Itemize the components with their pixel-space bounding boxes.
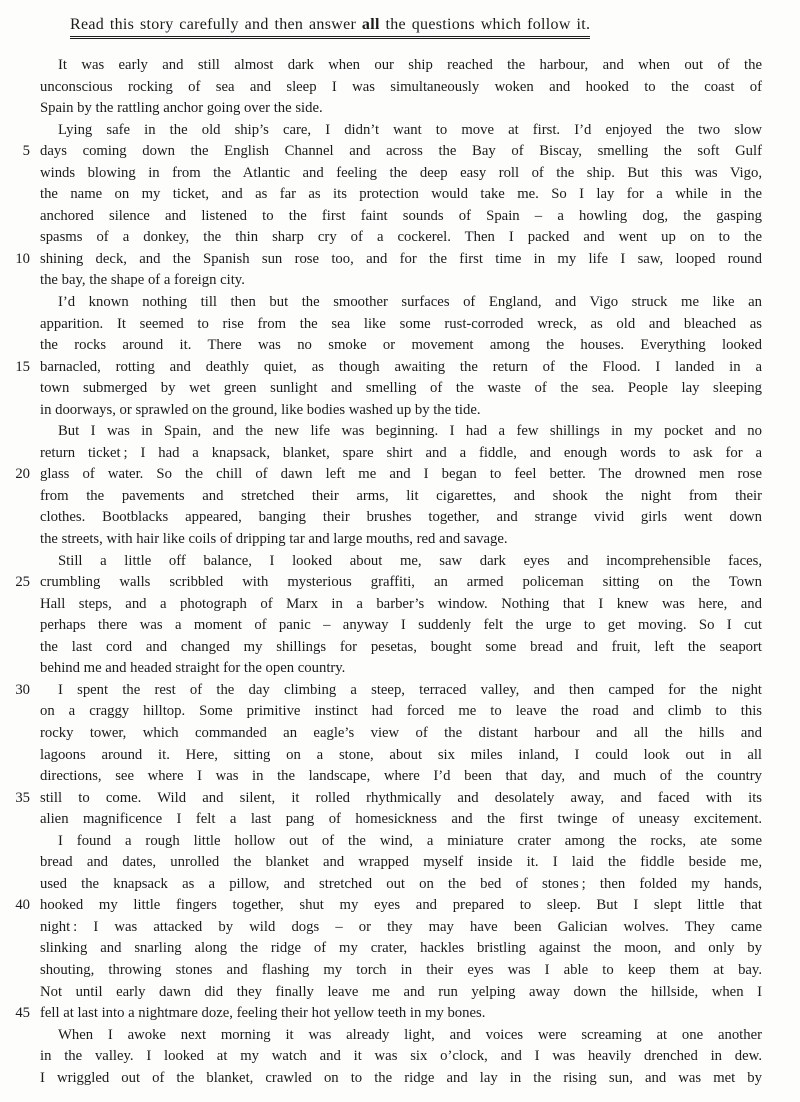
passage-line: [0, 594, 762, 616]
passage-line: [0, 895, 762, 917]
passage-line: [0, 766, 762, 788]
line-text: Not until early dawn did they finally leave me and run yelping away down the hillside, when I: [40, 983, 762, 1000]
line-number: 45: [15, 1005, 30, 1022]
line-text: in doorways, or sprawled on the ground, like bodies washed up by the tide.: [40, 401, 481, 418]
line-number: [0, 1068, 30, 1090]
line-text: Spain by the rattling anchor going over the side.: [40, 100, 323, 117]
line-text: on a craggy hilltop. Some primitive instinct had forced me to leave the road and climb to this: [40, 703, 762, 720]
passage-line: [0, 98, 762, 120]
line-text: behind me and headed straight for the open country.: [40, 660, 346, 677]
passage-line: [0, 270, 762, 292]
passage-line: [0, 960, 762, 982]
line-text: alien magnificence I felt a last pang of homesickness and the first twinge of uneasy excitement.: [40, 811, 762, 828]
line-text: lagoons around it. Here, sitting on a stone, about six miles inland, I could look out in all: [40, 746, 762, 763]
line-number: [0, 745, 30, 767]
passage-line: [0, 421, 762, 443]
passage-line: [0, 982, 762, 1004]
line-number: [0, 938, 30, 960]
line-number: [0, 98, 30, 120]
line-number: [0, 1046, 30, 1068]
passage-body: [0, 55, 800, 1089]
line-number: [0, 960, 30, 982]
line-number: [0, 637, 30, 659]
passage-line: [0, 529, 762, 551]
passage-line: [0, 1003, 762, 1025]
line-number: [0, 314, 30, 336]
passage-line: [0, 551, 762, 573]
line-number: [0, 378, 30, 400]
passage-line: [0, 141, 762, 163]
passage-line: [0, 788, 762, 810]
passage-line: [0, 77, 762, 99]
line-text: in the valley. I looked at my watch and it was six o’clock, and I was heavily drenched in dew.: [40, 1048, 762, 1065]
passage-line: [0, 701, 762, 723]
line-number: 15: [15, 358, 30, 375]
passage-line: [0, 680, 762, 702]
line-number: [0, 594, 30, 616]
line-number: 25: [15, 574, 30, 591]
line-text: night : I was attacked by wild dogs – or they may have been Galician wolves. They came: [40, 918, 762, 935]
line-text: When I awoke next morning it was already light, and voices were screaming at one another: [58, 1026, 762, 1043]
line-text: anchored silence and listened to the first faint sounds of Spain – a howling dog, the gasping: [40, 207, 762, 224]
line-text: the name on my ticket, and as far as its protection would take me. So I lay for a while in the: [40, 186, 762, 203]
line-text: I wriggled out of the blanket, crawled on to the ridge and lay in the rising sun, and was met by: [40, 1069, 762, 1086]
passage-line: [0, 400, 762, 422]
line-text: shining deck, and the Spanish sun rose too, and for the first time in my life I saw, looped round: [40, 250, 762, 267]
line-number: [0, 421, 30, 443]
passage-line: [0, 1046, 762, 1068]
line-text: used the knapsack as a pillow, and stretched out on the bed of stones ; then folded my hands,: [40, 875, 762, 892]
line-text: barnacled, rotting and deathly quiet, as though awaiting the return of the Flood. I landed in a: [40, 358, 762, 375]
line-text: town submerged by wet green sunlight and smelling of the waste of the sea. People lay sleeping: [40, 380, 762, 397]
line-text: shouting, throwing stones and flashing my torch in their eyes was I able to keep them at bay.: [40, 961, 762, 978]
line-number: [0, 982, 30, 1004]
passage-line: [0, 745, 762, 767]
line-number: [0, 809, 30, 831]
line-text: from the pavements and stretched their arms, lit cigarettes, and shook the night from their: [40, 487, 762, 504]
line-number: [0, 335, 30, 357]
line-number: [0, 227, 30, 249]
line-number: [0, 206, 30, 228]
line-text: slinking and snarling along the ridge of my crater, hackles bristling against the moon, and only by: [40, 940, 762, 957]
line-number: [0, 270, 30, 292]
line-number: [0, 292, 30, 314]
passage-line: [0, 227, 762, 249]
line-number: [0, 1025, 30, 1047]
passage-line: [0, 917, 762, 939]
line-text: apparition. It seemed to rise from the sea like some rust-corroded wreck, as old and bleached as: [40, 315, 762, 332]
line-number: 10: [15, 250, 30, 267]
passage-line: [0, 723, 762, 745]
line-text: the rocks around it. There was no smoke or movement among the houses. Everything looked: [40, 337, 762, 354]
line-text: Lying safe in the old ship’s care, I didn’t want to move at first. I’d enjoyed the two slow: [58, 121, 762, 138]
passage-line: [0, 120, 762, 142]
line-number: 40: [15, 897, 30, 914]
line-text: perhaps there was a moment of panic – anyway I suddenly felt the urge to get moving. So I cut: [40, 617, 762, 634]
line-number: [0, 120, 30, 142]
line-text: But I was in Spain, and the new life was beginning. I had a few shillings in my pocket and no: [58, 423, 762, 440]
line-text: days coming down the English Channel and across the Bay of Biscay, smelling the soft Gulf: [40, 143, 762, 160]
line-number: [0, 400, 30, 422]
line-text: Still a little off balance, I looked about me, saw dark eyes and incomprehensible faces,: [58, 552, 762, 569]
line-number: [0, 917, 30, 939]
line-text: I found a rough little hollow out of the wind, a miniature crater among the rocks, ate some: [58, 832, 762, 849]
line-number: [0, 831, 30, 853]
line-number: [0, 507, 30, 529]
passage-line: [0, 335, 762, 357]
passage-line: [0, 486, 762, 508]
passage-line: [0, 852, 762, 874]
line-text: I’d known nothing till then but the smoother surfaces of England, and Vigo struck me like an: [58, 294, 762, 311]
passage-line: [0, 831, 762, 853]
line-number: [0, 852, 30, 874]
passage-line: [0, 1025, 762, 1047]
line-number: [0, 701, 30, 723]
line-text: clothes. Bootblacks appeared, banging their brushes together, and strange vivid girls went down: [40, 509, 762, 526]
passage-line: [0, 658, 762, 680]
passage-line: [0, 637, 762, 659]
line-text: I spent the rest of the day climbing a steep, terraced valley, and then camped for the night: [58, 681, 762, 698]
line-text: directions, see where I was in the landscape, where I’d been that day, and much of the country: [40, 768, 762, 785]
line-number: [0, 874, 30, 896]
line-text: crumbling walls scribbled with mysterious graffiti, an armed policeman sitting on the Town: [40, 574, 762, 591]
line-number: [0, 551, 30, 573]
passage-line: [0, 357, 762, 379]
instruction-emphasis: all: [361, 16, 380, 33]
passage-line: [0, 507, 762, 529]
passage-line: [0, 314, 762, 336]
line-number: [0, 615, 30, 637]
line-text: hooked my little fingers together, shut my eyes and prepared to sleep. But I slept little that: [40, 897, 762, 914]
line-text: return ticket ; I had a knapsack, blanket, spare shirt and a fiddle, and enough words to ask for a: [40, 444, 762, 461]
instruction-pre: Read this story carefully and then answer: [70, 16, 362, 33]
passage-line: [0, 938, 762, 960]
line-text: It was early and still almost dark when our ship reached the harbour, and when out of the: [58, 57, 762, 73]
passage-line: [0, 292, 762, 314]
line-text: still to come. Wild and silent, it rolled rhythmically and desolately away, and faced with its: [40, 789, 762, 806]
line-number: 30: [15, 681, 30, 698]
line-number: [0, 529, 30, 551]
line-number: [0, 723, 30, 745]
passage-line: [0, 55, 762, 77]
passage-line: [0, 1068, 762, 1090]
line-text: winds blowing in from the Atlantic and feeling the deep easy roll of the ship. But this was Vigo,: [40, 164, 762, 181]
line-text: the bay, the shape of a foreign city.: [40, 272, 245, 289]
line-text: the streets, with hair like coils of dripping tar and large mouths, red and savage.: [40, 531, 508, 548]
line-number: [0, 184, 30, 206]
passage-line: [0, 809, 762, 831]
line-text: the last cord and changed my shillings for pesetas, bought some bread and fruit, left the seaport: [40, 638, 762, 655]
passage-line: [0, 206, 762, 228]
passage-line: [0, 378, 762, 400]
instruction-post: the questions which follow it.: [379, 16, 591, 33]
line-text: Hall steps, and a photograph of Marx in a barber’s window. Nothing that I knew was here, and: [40, 595, 762, 612]
line-text: bread and dates, unrolled the blanket and wrapped myself inside it. I laid the fiddle beside me,: [40, 854, 762, 871]
line-number: [0, 163, 30, 185]
line-number: [0, 486, 30, 508]
passage-line: [0, 874, 762, 896]
line-text: unconscious rocking of sea and sleep I was simultaneously woken and hooked to the coast of: [40, 78, 762, 95]
passage-line: [0, 615, 762, 637]
line-number: [0, 77, 30, 99]
passage-line: [0, 249, 762, 271]
line-number: [0, 658, 30, 680]
line-number: [0, 443, 30, 465]
passage-line: [0, 572, 762, 594]
instruction-heading: [70, 16, 590, 39]
line-text: glass of water. So the chill of dawn left me and I began to feel better. The drowned men rose: [40, 466, 762, 483]
line-number: 5: [22, 143, 30, 160]
passage-line: [0, 464, 762, 486]
line-number: 35: [15, 789, 30, 806]
passage-line: [0, 184, 762, 206]
line-number: 20: [15, 466, 30, 483]
passage-line: [0, 163, 762, 185]
passage-line: [0, 443, 762, 465]
line-text: rocky tower, which commanded an eagle’s view of the distant harbour and all the hills and: [40, 724, 762, 741]
line-number: [0, 55, 30, 77]
line-number: [0, 766, 30, 788]
line-text: spasms of a donkey, the thin sharp cry of a cockerel. Then I packed and went up on to the: [40, 229, 762, 246]
line-text: fell at last into a nightmare doze, feeling their hot yellow teeth in my bones.: [40, 1005, 486, 1022]
